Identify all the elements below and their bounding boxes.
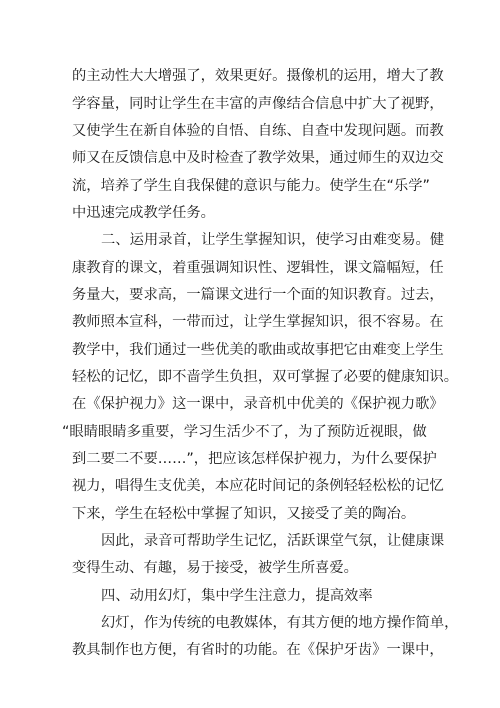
text-line: 在《保护视力》这一课中，录音机中优美的《保护视力歌》 — [72, 396, 444, 412]
text-line: 教师照本宣科，一带而过，让学生掌握知识，很不容易。在 — [72, 314, 444, 330]
text-line: 师又在反馈信息中及时检查了教学效果，通过师生的双边交 — [72, 150, 444, 166]
text-line: 学容量，同时让学生在丰富的声像结合信息中扩大了视野， — [72, 96, 444, 112]
text-line: 流，培养了学生自我保健的意识与能力。使学生在“乐学” — [72, 178, 430, 194]
text-line: 康教育的课文，着重强调知识性、逻辑性，课文篇幅短，任 — [72, 260, 444, 276]
text-line: 中迅速完成教学任务。 — [72, 205, 215, 221]
section-heading: 四、动用幻灯，集中学生注意力，提高效率 — [101, 588, 373, 604]
paragraph-start: 因此，录音可帮助学生记忆，活跃课堂气氛，让健康课 — [101, 533, 445, 549]
text-line: 下来，学生在轻松中掌握了知识，又接受了美的陶冶。 — [72, 506, 416, 522]
text-line: 视力，唱得生支优美，本应花时间记的条例轻轻松松的记忆 — [72, 478, 444, 494]
text-line: 轻松的记忆，即不啬学生负担，双可掌握了必要的健康知识。 — [72, 369, 459, 385]
paragraph-heading: 二、运用录首，让学生掌握知识，使学习由难变易。健 — [101, 232, 445, 248]
text-line: 教具制作也方便，有省时的功能。在《保护牙齿》一课中， — [72, 642, 444, 658]
text-line: 教学中，我们通过一些优美的歌曲或故事把它由难变上学生 — [72, 342, 444, 358]
text-line: 的主动性大大增强了，效果更好。摄像机的运用，增大了教 — [72, 68, 444, 84]
text-line: 到二要二不要……”，把应该怎样保护视力，为什么要保护 — [72, 451, 437, 467]
text-line: 务量大，要求高，一篇课文进行一个面的知识教育。过去， — [72, 287, 444, 303]
paragraph-start: 幻灯，作为传统的电教媒体，有其方便的地方操作简单， — [101, 615, 459, 631]
text-line: 又使学生在新自体验的自悟、自练、自查中发现问题。而教 — [72, 123, 444, 139]
text-line: “眼睛眼睛多重要，学习生活少不了，为了预防近视眼，做 — [62, 424, 427, 440]
text-line: 变得生动、有趣，易于接受，被学生所喜爱。 — [72, 560, 358, 576]
